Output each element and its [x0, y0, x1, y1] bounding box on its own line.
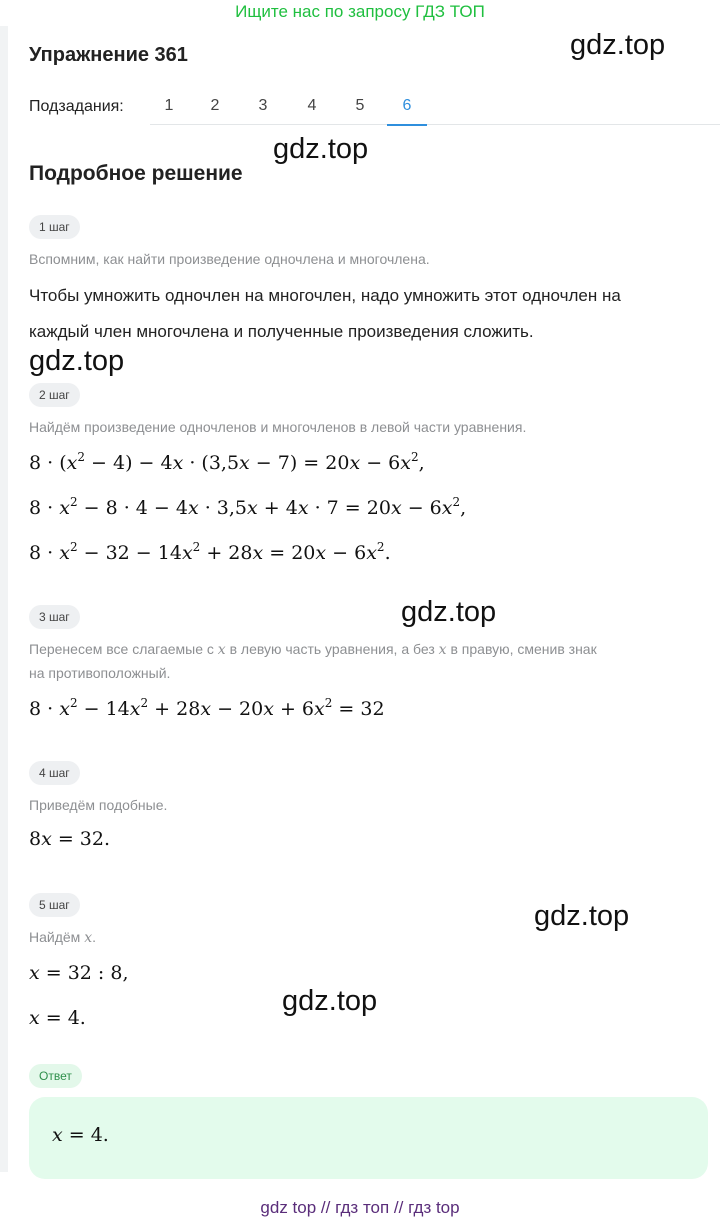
step-hint — [29, 637, 709, 662]
equation-line: $8 \cdot x^2 - 8 \cdot 4 - 4x \cdot 3,5x + 4x \cdot 7 = 20x - 6x^2$, — [29, 495, 467, 519]
answer-box — [29, 1097, 708, 1179]
watermark: gdz.top — [273, 133, 369, 165]
step-badge: 4 шаг — [29, 761, 80, 785]
tab-subtask-1[interactable]: 1 — [164, 97, 174, 114]
solution-card — [10, 26, 710, 1172]
hint-part: Найдём — [29, 929, 81, 945]
step-badge: 1 шаг — [29, 215, 80, 239]
equation-line: $8 \cdot x^2 - 14x^2 + 28x - 20x + 6x^2 = 32$ — [29, 696, 385, 720]
tab-subtask-3[interactable]: 3 — [258, 97, 268, 114]
step-hint: Найдём произведение одночленов и многочленов в левой части уравнения. — [29, 419, 527, 435]
tab-subtask-2[interactable]: 2 — [210, 97, 220, 114]
watermark: gdz.top — [282, 985, 378, 1017]
step-badge: 3 шаг — [29, 605, 80, 629]
answer-equation: x = 4. — [52, 1124, 109, 1146]
answer-badge: Ответ — [29, 1064, 82, 1088]
watermark: gdz.top — [534, 900, 630, 932]
footer-links[interactable]: gdz top // гдз топ // гдз top — [260, 1198, 460, 1217]
section-title: Подробное решение — [29, 162, 243, 185]
equation-line: $8 \cdot x^2 - 32 - 14x^2 + 28x = 20x - 6x^2$. — [29, 540, 391, 564]
step-hint: на противоположный. — [29, 665, 171, 681]
hint-part: Перенесем все слагаемые с — [29, 641, 214, 657]
left-edge-bar — [0, 26, 8, 1172]
step-badge: 5 шаг — [29, 893, 80, 917]
exercise-title: Упражнение 361 — [29, 44, 188, 66]
math-variable: x — [217, 642, 226, 658]
watermark: gdz.top — [401, 596, 497, 628]
step-hint: Приведём подобные. — [29, 797, 168, 813]
equation-line: x = 4. — [29, 1007, 86, 1029]
math-variable: x — [438, 642, 447, 658]
step-text-line: каждый член многочлена и полученные произведения сложить. — [29, 322, 534, 341]
equation-line: $8 \cdot (x^2 - 4) - 4x \cdot (3,5x - 7) = 20x - 6x^2$, — [29, 450, 425, 474]
hint-part: в правую, сменив знак — [450, 641, 597, 657]
equation-line: 8x = 32. — [29, 828, 111, 850]
watermark: gdz.top — [29, 345, 125, 377]
tab-subtask-5[interactable]: 5 — [355, 97, 365, 114]
math-variable: x — [84, 930, 93, 946]
step-badge: 2 шаг — [29, 383, 80, 407]
hint-part: . — [92, 929, 96, 945]
subtasks-label: Подзадания: — [29, 98, 124, 115]
tab-subtask-4[interactable]: 4 — [307, 97, 317, 114]
subtasks-divider — [150, 124, 720, 125]
tab-subtask-6[interactable]: 6 — [387, 96, 427, 126]
hint-part: в левую часть уравнения, а без — [229, 641, 435, 657]
step-hint: Вспомним, как найти произведение одночлена и многочлена. — [29, 251, 430, 267]
subtasks-nav — [29, 96, 709, 128]
watermark: gdz.top — [570, 29, 666, 61]
equation-line: x = 32 : 8, — [29, 962, 129, 984]
step-text-line: Чтобы умножить одночлен на многочлен, надо умножить этот одночлен на — [29, 286, 621, 305]
top-banner[interactable]: Ищите нас по запросу ГДЗ ТОП — [235, 2, 485, 21]
